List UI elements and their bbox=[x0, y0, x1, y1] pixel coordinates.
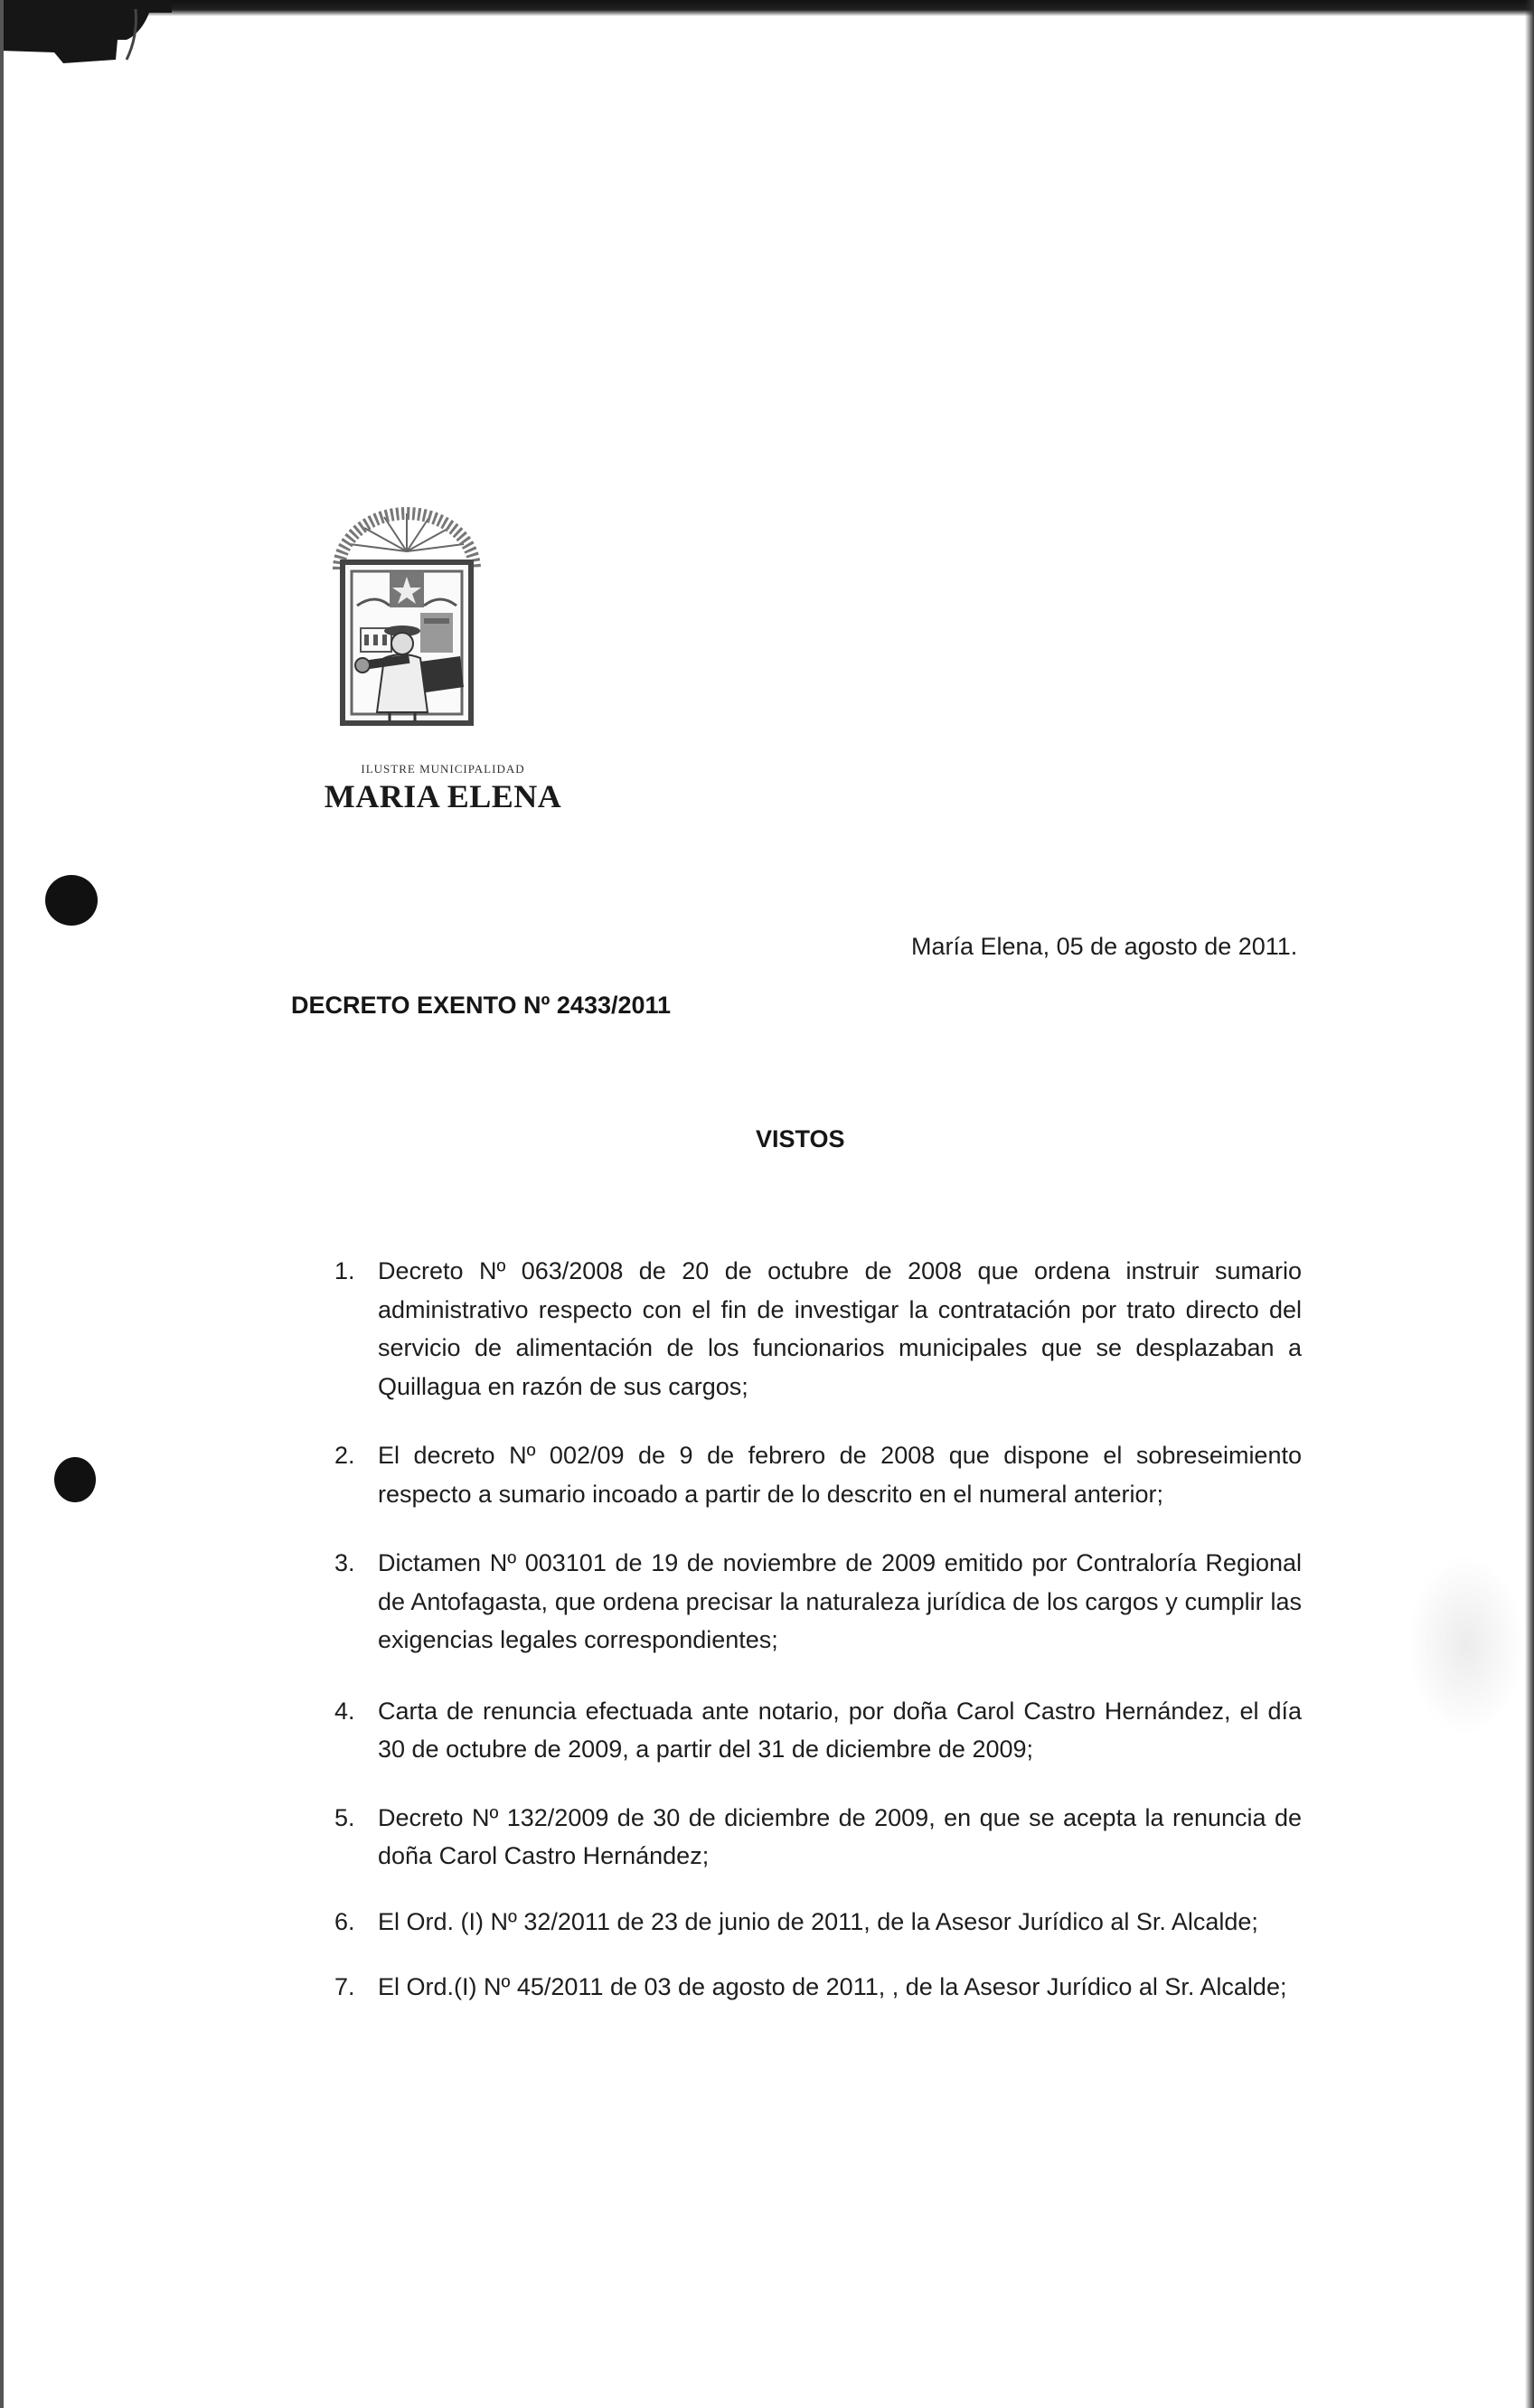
list-item-number: 4. bbox=[334, 1697, 355, 1725]
list-item bbox=[325, 1903, 1302, 1942]
list-item-number: 6. bbox=[334, 1907, 355, 1935]
list-item-text: Carta de renuncia efectuada ante notario, por doña Carol Castro Hernández, el día 30 de octubre de 2009, a partir del 31 de diciembre de 2009; bbox=[378, 1697, 1302, 1763]
list-item bbox=[325, 1799, 1302, 1876]
list-item-text: Dictamen Nº 003101 de 19 de noviembre de 2009 emitido por Contraloría Regional de Antofagasta, que ordena precisar la naturaleza jurídica de los cargos y cumplir las exigencias legales correspondientes; bbox=[378, 1549, 1302, 1653]
list-item-text: El Ord.(I) Nº 45/2011 de 03 de agosto de 2011, , de la Asesor Jurídico al Sr. Alcalde; bbox=[378, 1973, 1287, 2000]
list-item bbox=[325, 1252, 1302, 1406]
scan-corner-mark bbox=[0, 0, 172, 63]
scan-smudge bbox=[1407, 1555, 1525, 1735]
punch-hole-bottom bbox=[54, 1457, 96, 1502]
list-item-number: 5. bbox=[334, 1803, 355, 1831]
logo-title: MARIA ELENA bbox=[324, 778, 562, 814]
scan-right-shadow bbox=[1525, 0, 1534, 2408]
list-item-text: El decreto Nº 002/09 de 9 de febrero de 2008 que dispone el sobreseimiento respecto a sumario incoado a partir de lo descrito en el numeral anterior; bbox=[378, 1442, 1302, 1508]
document-date: María Elena, 05 de agosto de 2011. bbox=[911, 933, 1298, 960]
punch-hole-top bbox=[45, 875, 98, 926]
list-item bbox=[325, 1544, 1302, 1660]
municipal-logo bbox=[289, 506, 562, 814]
list-item-number: 3. bbox=[334, 1549, 355, 1576]
scan-left-edge bbox=[0, 0, 4, 2408]
list-item bbox=[325, 1436, 1302, 1513]
list-item-number: 7. bbox=[334, 1973, 355, 2000]
list-item-text: Decreto Nº 132/2009 de 30 de diciembre de 2009, en que se acepta la renuncia de doña Carol Castro Hernández; bbox=[378, 1803, 1302, 1869]
list-item bbox=[325, 1692, 1302, 1769]
municipal-crest-icon bbox=[330, 506, 484, 750]
scan-top-border bbox=[0, 0, 1534, 16]
list-item-text: El Ord. (I) Nº 32/2011 de 23 de junio de 2011, de la Asesor Jurídico al Sr. Alcalde; bbox=[378, 1907, 1258, 1935]
list-item-text: Decreto Nº 063/2008 de 20 de octubre de 2008 que ordena instruir sumario administrativo respecto con el fin de investigar la contratación por trato directo del servicio de alimentación de los funcionarios municipales que se desplazaban a Quillagua en razón de sus cargos; bbox=[378, 1257, 1302, 1400]
list-item bbox=[325, 1968, 1302, 2007]
list-item-number: 2. bbox=[334, 1442, 355, 1469]
list-item-number: 1. bbox=[334, 1257, 355, 1284]
decree-title: DECRETO EXENTO Nº 2433/2011 bbox=[291, 992, 672, 1019]
section-heading-vistos: VISTOS bbox=[756, 1125, 845, 1152]
vistos-list bbox=[325, 1252, 1302, 2007]
logo-subtitle: ILUSTRE MUNICIPALIDAD bbox=[361, 762, 525, 776]
